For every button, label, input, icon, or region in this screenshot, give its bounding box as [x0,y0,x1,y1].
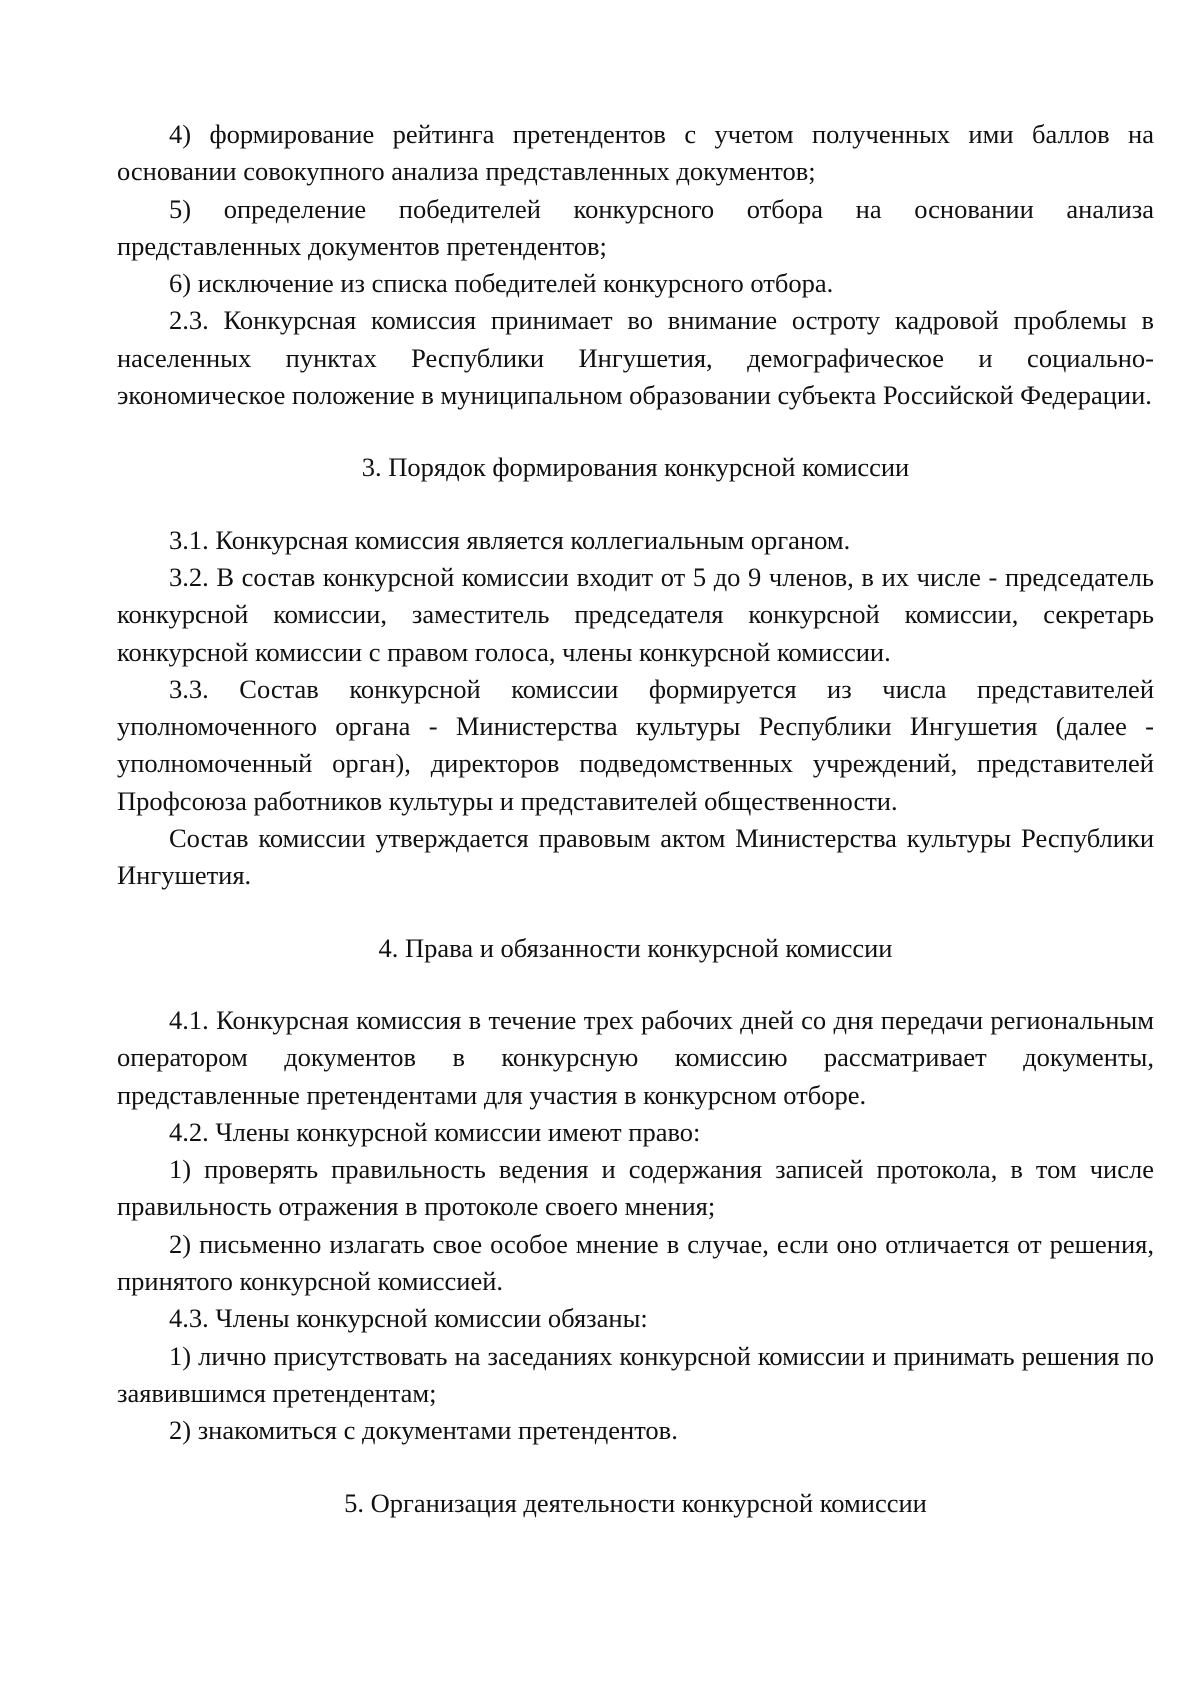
paragraph-composition: Состав комиссии утверждается правовым актом Министерства культуры Республики Ингушетия. [117,823,1154,891]
paragraph-4-3-item-2: 2) знакомиться с документами претендентов. [169,1415,678,1446]
paragraph-2-3: 2.3. Конкурсная комиссия принимает во внимание остроту кадровой проблемы в населенных пунктах Республики Ингушетия, демографическое и социально-экономическое положение в муниципальном образовании субъекта Российской Федерации. [117,305,1154,411]
paragraph-3-1: 3.1. Конкурсная комиссия является коллегиальным органом. [169,524,851,555]
paragraph-item-5: 5) определение победителей конкурсного отбора на основании анализа представленных документов претендентов; [117,193,1154,261]
paragraph-4-3: 4.3. Члены конкурсной комиссии обязаны: [169,1303,648,1334]
paragraph-4-2: 4.2. Члены конкурсной комиссии имеют право: [169,1116,701,1147]
paragraph-4-2-item-2: 2) письменно излагать свое особое мнение в случае, если оно отличается от решения, принятого конкурсной комиссией. [117,1228,1154,1297]
document-page [117,116,1154,1522]
paragraph-item-6: 6) исключение из списка победителей конкурсного отбора. [169,268,834,299]
section-4-heading: 4. Права и обязанности конкурсной комиссии [378,932,893,963]
paragraph-3-3: 3.3. Состав конкурсной комиссии формируется из числа представителей уполномоченного органа - Министерства культуры Республики Ингушетия (далее - уполномоченный орган), директоров подведомственных учреждений, представителей Профсоюза работников культуры и представителей общественности. [117,673,1154,816]
section-3-heading: 3. Порядок формирования конкурсной комиссии [361,452,910,483]
paragraph-item-4: 4) формирование рейтинга претендентов с учетом полученных ими баллов на основании совокупного анализа представленных документов; [117,119,1154,187]
paragraph-4-3-item-1: 1) лично присутствовать на заседаниях конкурсной комиссии и принимать решения по заявившимся претендентам; [117,1340,1154,1408]
paragraph-4-2-item-1: 1) проверять правильность ведения и содержания записей протокола, в том числе правильность отражения в протоколе своего мнения; [117,1154,1154,1222]
paragraph-3-2: 3.2. В состав конкурсной комиссии входит от 5 до 9 членов, в их числе - председатель конкурсной комиссии, заместитель председателя конкурсной комиссии, секретарь конкурсной комиссии с правом голоса, члены конкурсной комиссии. [117,561,1154,667]
paragraph-4-1: 4.1. Конкурсная комиссия в течение трех рабочих дней со дня передачи региональным оператором документов в конкурсную комиссию рассматривает документы, представленные претендентами для участия в конкурсном отборе. [117,1004,1154,1110]
section-5-heading: 5. Организация деятельности конкурсной комиссии [344,1487,927,1518]
